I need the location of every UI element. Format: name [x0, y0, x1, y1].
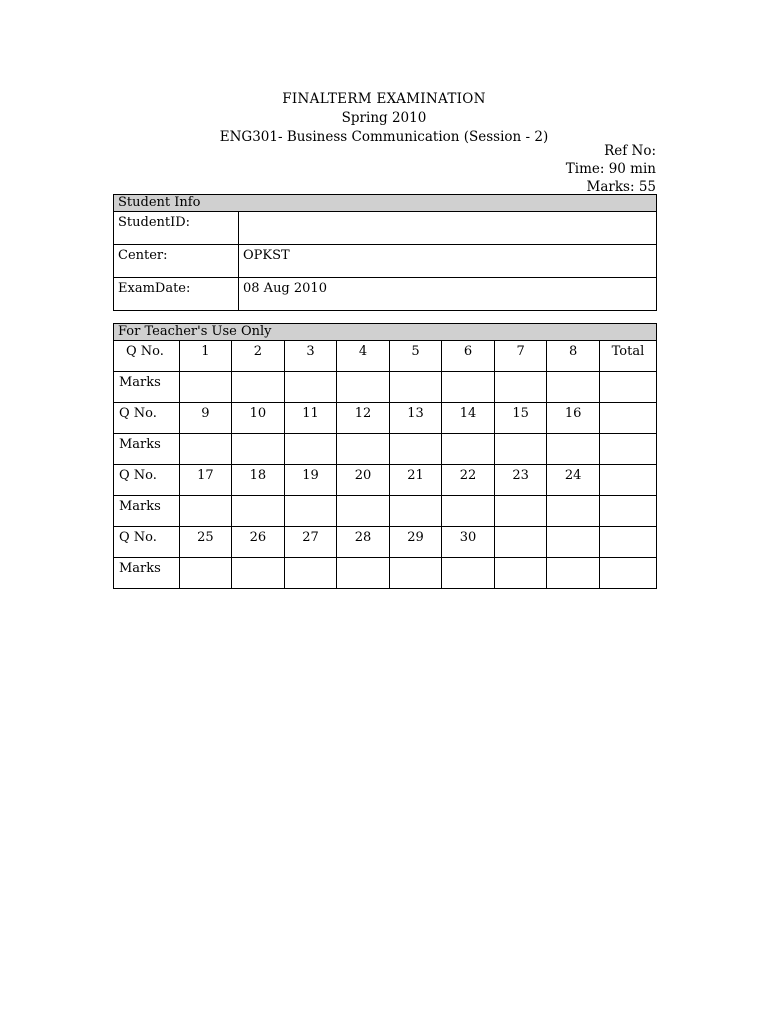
marks-cell: [494, 558, 547, 589]
question-number-cell: 14: [442, 403, 495, 434]
question-number-cell: 22: [442, 465, 495, 496]
marks-cell: [494, 496, 547, 527]
marks-label: Marks: [114, 434, 180, 465]
qno-label: Q No.: [114, 403, 180, 434]
marks-cell: [232, 434, 285, 465]
question-number-cell: 17: [179, 465, 232, 496]
marks-cell: [284, 434, 337, 465]
total-header: Total: [599, 341, 656, 372]
question-number-cell: 25: [179, 527, 232, 558]
marks-cell: [494, 434, 547, 465]
marks-cell: [389, 372, 442, 403]
student-id-value: [239, 212, 657, 245]
exam-date-label: ExamDate:: [114, 278, 239, 311]
marks-cell: [337, 496, 390, 527]
marks-cell: [179, 372, 232, 403]
student-info-heading: Student Info: [114, 195, 657, 212]
marks-cell: [599, 496, 656, 527]
teacher-use-table: [113, 323, 657, 589]
question-number-cell: 13: [389, 403, 442, 434]
center-value: OPKST: [239, 245, 657, 278]
marks-cell: [547, 434, 600, 465]
question-number-cell: 1: [179, 341, 232, 372]
total-cell: [599, 527, 656, 558]
total-marks: Marks: 55: [586, 179, 656, 195]
center-row: [114, 245, 657, 278]
marks-cell: [284, 372, 337, 403]
course-title: ENG301- Business Communication (Session - 2): [219, 129, 549, 145]
marks-cell: [337, 558, 390, 589]
marks-cell: [232, 372, 285, 403]
exam-meta: [566, 142, 656, 196]
exam-header: [0, 90, 768, 147]
student-id-label: StudentID:: [114, 212, 239, 245]
marks-cell: [179, 434, 232, 465]
question-number-cell: 3: [284, 341, 337, 372]
question-number-cell: 29: [389, 527, 442, 558]
question-number-cell: 19: [284, 465, 337, 496]
question-number-cell: 8: [547, 341, 600, 372]
marks-cell: [389, 434, 442, 465]
question-number-cell: 6: [442, 341, 495, 372]
marks-cell: [284, 496, 337, 527]
marks-grid: [114, 341, 657, 589]
question-number-row: [114, 341, 657, 372]
question-number-cell: 10: [232, 403, 285, 434]
marks-cell: [547, 496, 600, 527]
marks-label: Marks: [114, 372, 180, 403]
marks-cell: [337, 434, 390, 465]
marks-cell: [337, 372, 390, 403]
question-number-cell: 9: [179, 403, 232, 434]
total-cell: [599, 403, 656, 434]
total-cell: [599, 465, 656, 496]
student-info-table: [113, 194, 657, 311]
marks-cell: [442, 496, 495, 527]
marks-cell: [547, 558, 600, 589]
question-number-cell: 12: [337, 403, 390, 434]
question-number-cell: 20: [337, 465, 390, 496]
question-number-cell: 21: [389, 465, 442, 496]
question-number-cell: 15: [494, 403, 547, 434]
question-number-row: [114, 527, 657, 558]
marks-row: [114, 434, 657, 465]
question-number-cell: 16: [547, 403, 600, 434]
marks-cell: [494, 372, 547, 403]
student-id-row: [114, 212, 657, 245]
ref-no: Ref No:: [604, 143, 656, 159]
marks-cell: [284, 558, 337, 589]
question-number-cell: 4: [337, 341, 390, 372]
question-number-cell: 7: [494, 341, 547, 372]
marks-cell: [179, 558, 232, 589]
question-number-cell: 30: [442, 527, 495, 558]
marks-cell: [232, 496, 285, 527]
marks-cell: [599, 372, 656, 403]
exam-date-row: [114, 278, 657, 311]
marks-cell: [389, 496, 442, 527]
marks-cell: [442, 372, 495, 403]
marks-row: [114, 558, 657, 589]
question-number-cell: 24: [547, 465, 600, 496]
question-number-cell: [494, 527, 547, 558]
marks-cell: [179, 496, 232, 527]
marks-cell: [547, 372, 600, 403]
question-number-cell: 28: [337, 527, 390, 558]
marks-row: [114, 372, 657, 403]
question-number-cell: 26: [232, 527, 285, 558]
question-number-cell: 18: [232, 465, 285, 496]
qno-label: Q No.: [114, 465, 180, 496]
qno-label: Q No.: [114, 341, 180, 372]
marks-cell: [442, 434, 495, 465]
exam-date-value: 08 Aug 2010: [239, 278, 657, 311]
marks-cell: [599, 434, 656, 465]
question-number-cell: 27: [284, 527, 337, 558]
center-label: Center:: [114, 245, 239, 278]
exam-term: Spring 2010: [341, 110, 427, 126]
exam-title: FINALTERM EXAMINATION: [282, 91, 486, 107]
question-number-row: [114, 403, 657, 434]
question-number-cell: 23: [494, 465, 547, 496]
marks-cell: [232, 558, 285, 589]
question-number-row: [114, 465, 657, 496]
question-number-cell: 5: [389, 341, 442, 372]
question-number-cell: [547, 527, 600, 558]
marks-label: Marks: [114, 558, 180, 589]
teacher-use-heading: For Teacher's Use Only: [114, 324, 657, 341]
question-number-cell: 11: [284, 403, 337, 434]
marks-cell: [389, 558, 442, 589]
qno-label: Q No.: [114, 527, 180, 558]
marks-row: [114, 496, 657, 527]
marks-label: Marks: [114, 496, 180, 527]
marks-cell: [599, 558, 656, 589]
question-number-cell: 2: [232, 341, 285, 372]
time-limit: Time: 90 min: [565, 161, 656, 177]
marks-cell: [442, 558, 495, 589]
